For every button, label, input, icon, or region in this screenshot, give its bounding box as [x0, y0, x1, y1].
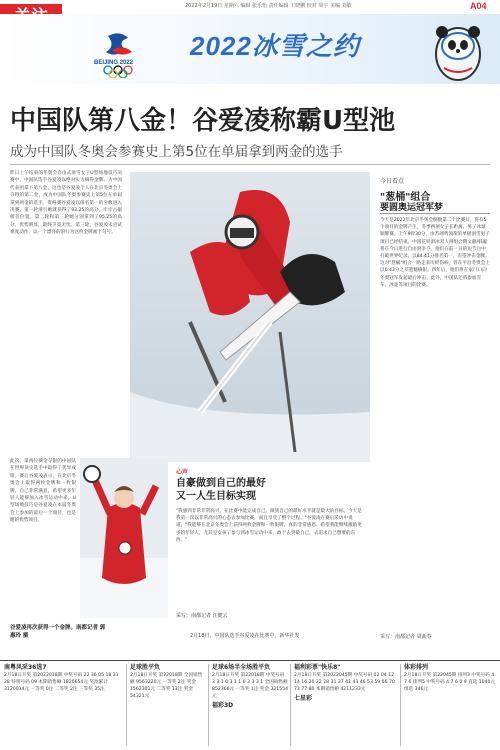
olympic-label: BEIJING 2022 [94, 60, 134, 66]
lottery-title: 足球6场半全场胜平负 [212, 664, 271, 671]
quote-photo-caption: 2月18日，中国队选手谷爱凌在比赛中。新华社发 [190, 633, 300, 639]
sidebar-title-line-2: 要圆奥运冠军梦 [380, 203, 444, 213]
lottery-section-3 [212, 664, 288, 710]
sidebar-body: 今天是2022年北京冬奥会倒数第二个比赛日，将有5个项目的金牌产生，冬季两项女子长距离、男子冰球铜牌赛。上午9时30分，由苏翊鸣领衔的单板滑雪男子项目已经结束。中国花样滑冰双人滑组合隋文静/韩聪将在今日进行自由滑争夺，他们在前一日的短节目中打破世界纪录，以84.41分排名第一，有望冲击金牌。这对"葱桶"组合一路走来历经伤病，曾在平昌冬奥会上以0.43分之差遗憾摘银。四年后，他们将在家门口向冬奥冠军发起最后冲击。此外，中国队还将参加雪车、冰壶等项目的比赛。 [380, 218, 490, 288]
page-number: A04 [470, 1, 487, 11]
lottery-title: 七星彩 [294, 695, 313, 702]
lottery-body: 2月18日开奖 第22018期 全国销售额 9563220元 一等奖 2注 奖金 1562301元 二等奖 13注 奖金 54321元 [130, 673, 203, 699]
lottery-title: 体彩排列 [404, 664, 429, 671]
panda-mascot-icon [430, 18, 486, 82]
divider [10, 164, 490, 165]
column-separator [126, 664, 127, 746]
sidebar-heading: 今日看点 [380, 178, 405, 185]
column-separator [400, 664, 401, 746]
lottery-body: 2月18日开奖 第22045期 排列3 中奖号码 4 7 6 排列5 中奖号码 4 7 6 0 9 直选 1040元 组选 346元 [404, 673, 496, 692]
lottery-section-1 [4, 664, 122, 693]
column-separator [208, 664, 209, 746]
quote-tag: 心声 [176, 469, 189, 476]
sidebar-title-line-1: "葱桶"组合 [380, 192, 431, 203]
sidebar-author: 采写：南都记者 周新春 [380, 634, 432, 640]
quote-title: 自豪做到自己的最好 又一人生目标实现 [176, 478, 266, 502]
lottery-title: 南粤风采36选7 [4, 664, 47, 671]
lottery-section-2 [130, 664, 206, 700]
lottery-body: 2月18日开奖 第22018期 中奖号码 3 3 1 0 3 1 1 0 3 3 3 1 全国销售额 852366元 一等奖 1注 奖金 321554元 [212, 673, 288, 699]
article-headline: 中国队第八金！谷爱凌称霸U型池 [10, 106, 396, 136]
quote-author: 采写：南都记者 汪健云 [176, 613, 228, 619]
lottery-body: 2月18日开奖 第2022018期 中奖号码 22 36 05 18 31 28 特别号码 09 本期销售额 1820654元 奖池累计 3120034元 一等奖 0注 二等奖 2注 三等奖 35注 [4, 673, 119, 692]
sidebar-divider [380, 213, 490, 214]
article-column-1: 昨日上午结束的冬奥会自由式滑雪女子U型场地技巧决赛中，中国队选手谷爱凌以绝对实力摘得金牌。为中国代表团拿下第八金，这也是谷爱凌个人在北京冬奥会上夺得的第二金，成为中国队冬奥参赛史上第5位在单届拿到两金的选手。资格赛谷爱凌以排名第一的分数进入决赛，第一轮滑行她就获得了93.25的高分，牢牢占据榜首位置。第二轮和第三轮她分别拿到了95.25的高分，优势明显，最终卫冕无忧。第三轮，谷爱凌未尝试难度动作，以一个漂亮的滑行为这枚金牌画上句号。 [10, 171, 122, 236]
banner-title: 2022冰雪之约 [190, 31, 360, 61]
column-separator [290, 664, 291, 746]
lottery-section-4 [294, 664, 398, 703]
article-subheadline: 成为中国队冬奥会参赛史上第5位在单届拿到两金的选手 [10, 144, 343, 160]
lottery-title: 足球胜平负 [130, 664, 161, 671]
article-column-2: 此次，第两位摘金夺银的中国队在世界顶尖选手中取得了优异成绩。赛后谷爱凌表示，在北京冬奥会上取得两枚金牌和一枚银牌，自己非常满意，希望更多年轻人能够加入冰雪运动中来。U型场地技巧是谷爱凌在本届冬奥会上参加的最后一个项目，也是她的优势项目。 [10, 459, 76, 524]
dateline: 2022年2月19日 星期六 编辑 张乐怡 责任编辑 王晓鹏 校对 周宇 美编 刘敏 [185, 3, 352, 9]
bottom-divider [0, 660, 500, 661]
lottery-title: 福彩3D [212, 702, 234, 709]
skier-celebration-photo [80, 458, 168, 618]
skier-main-photo [130, 172, 370, 462]
photo-caption: 谷爱凌再次获得一个金牌。南都记者 郭惠玲 摄 [10, 625, 106, 639]
quote-body: "我感到非常非常高兴，在比赛中能完成自己，做到自己的最好水平就是最大的目标。今天是我第一次以非常高兴的心态去参加比赛，而且享受了整个过程。"谷爱凌在赛后采访中说道，"我能够在北京冬奥会上获得两枚金牌和一枚银牌，真的非常感恩。希望我能继续激励更多的年轻人，尤其是女孩子参与到冰雪运动中来，敢于去突破自己，去追求自己想要的东西。" [176, 509, 362, 543]
lottery-section-5 [404, 664, 496, 693]
lottery-body: 2月18日开奖 第2022045期 中奖号码 02 04 12 14 16 20 22 28 31 37 41 43 46 53 59 66 70 73 77 80 本期销售额 4211233元 [294, 673, 395, 692]
lottery-title: 福利彩票"快乐8" [294, 664, 341, 671]
beijing-2022-emblem-icon [98, 28, 144, 78]
